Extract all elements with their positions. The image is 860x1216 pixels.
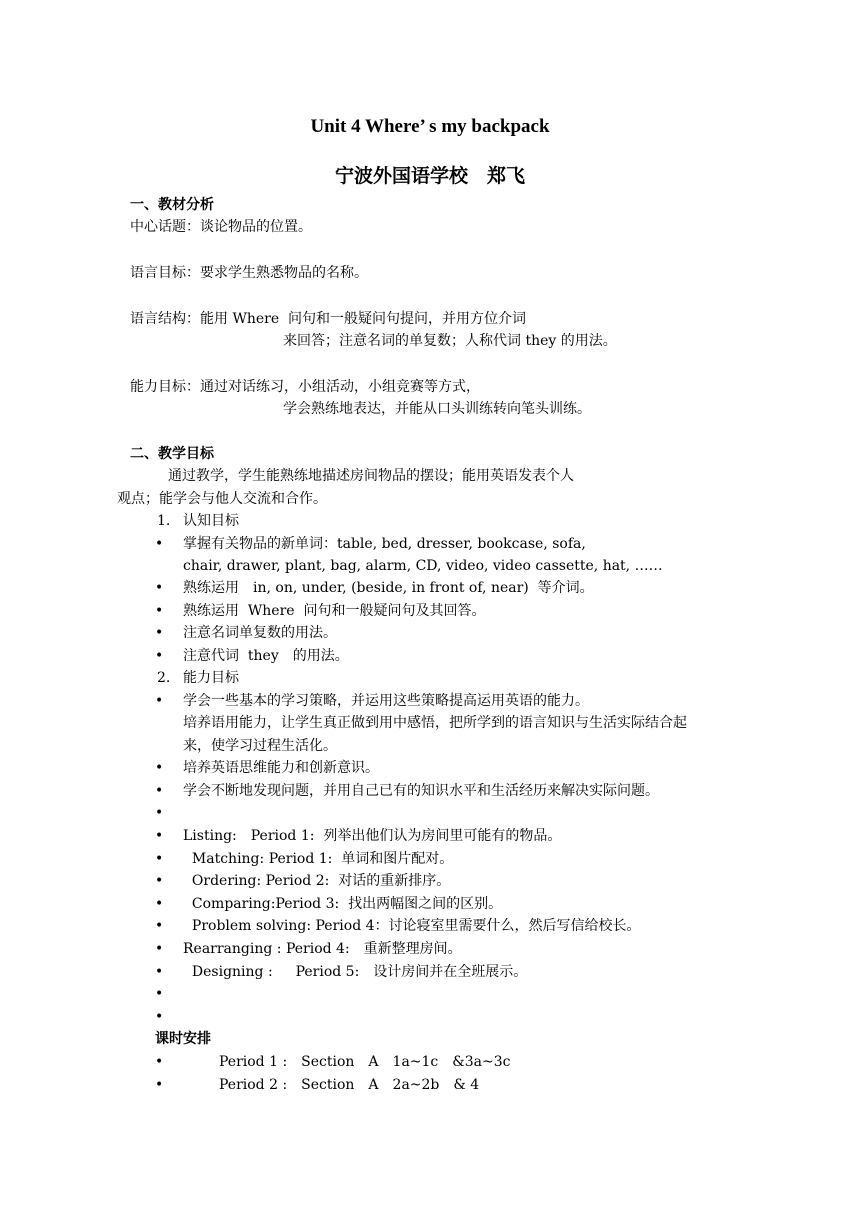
activity-item: Listing: Period 1: 列举出他们认为房间里可能有的物品。	[183, 828, 562, 844]
bullet: •	[155, 896, 164, 912]
ability-goal-line1: 能力目标：通过对话练习，小组活动，小组竞赛等方式，	[130, 379, 480, 395]
bullet: •	[155, 941, 164, 957]
ability-number: 2.	[157, 670, 171, 686]
bullet: •	[155, 625, 164, 641]
language-goal: 语言目标：要求学生熟悉物品的名称。	[130, 265, 368, 281]
goals-intro-line2: 观点；能学会与他人交流和合作。	[117, 491, 327, 507]
bullet: •	[155, 964, 164, 980]
bullet: •	[155, 1009, 164, 1025]
bullet: •	[155, 580, 164, 596]
ability-item: 学会一些基本的学习策略，并运用这些策略提高运用英语的能力。	[183, 693, 589, 709]
ability-item: 学会不断地发现问题，并用自己已有的知识水平和生活经历来解决实际问题。	[183, 783, 659, 799]
goals-intro-line1: 通过教学，学生能熟练地描述房间物品的摆设；能用英语发表个人	[168, 468, 574, 484]
bullet: •	[155, 986, 164, 1002]
bullet: •	[155, 536, 164, 552]
bullet: •	[155, 1077, 164, 1093]
bullet: •	[155, 1054, 164, 1070]
bullet: •	[155, 693, 164, 709]
activity-item: Ordering: Period 2: 对话的重新排序。	[183, 873, 451, 889]
ability-item: 培养英语思维能力和创新意识。	[183, 760, 379, 776]
cognitive-item: 注意名词单复数的用法。	[183, 625, 337, 641]
bullet: •	[155, 648, 164, 664]
cognitive-title: 认知目标	[183, 513, 239, 529]
bullet: •	[155, 760, 164, 776]
ability-item-continued: 来，使学习过程生活化。	[183, 738, 337, 754]
central-topic: 中心话题：谈论物品的位置。	[130, 219, 312, 235]
document-title: Unit 4 Where’ s my backpack	[310, 116, 550, 137]
language-structure-line2: 来回答；注意名词的单复数；人称代词 they 的用法。	[283, 333, 617, 349]
document-subtitle: 宁波外国语学校 郑飞	[334, 166, 525, 187]
activity-item: Comparing:Period 3: 找出两幅图之间的区别。	[183, 896, 503, 912]
activity-item: Designing : Period 5: 设计房间并在全班展示。	[183, 964, 528, 980]
bullet: •	[155, 783, 164, 799]
schedule-item: Period 2 : Section A 2a~2b & 4	[219, 1077, 480, 1093]
ability-item-continued: 培养语用能力，让学生真正做到用中感悟，把所学到的语言知识与生活实际结合起	[183, 715, 687, 731]
cognitive-item: 掌握有关物品的新单词：table, bed, dresser, bookcase, sofa,	[183, 536, 586, 552]
section2-heading: 二、教学目标	[130, 446, 214, 462]
activity-item: Matching: Period 1: 单词和图片配对。	[183, 851, 454, 867]
cognitive-number: 1.	[157, 513, 171, 529]
bullet: •	[155, 851, 164, 867]
ability-title: 能力目标	[183, 670, 239, 686]
cognitive-item-continued: chair, drawer, plant, bag, alarm, CD, video, video cassette, hat, ……	[183, 558, 663, 574]
bullet: •	[155, 873, 164, 889]
bullet: •	[155, 828, 164, 844]
language-structure-line1: 语言结构：能用 Where 问句和一般疑问句提问，并用方位介词	[130, 311, 527, 327]
schedule-heading: 课时安排	[155, 1031, 211, 1047]
schedule-item: Period 1 : Section A 1a~1c &3a~3c	[219, 1054, 511, 1070]
bullet: •	[155, 805, 164, 821]
cognitive-item: 注意代词 they 的用法。	[183, 648, 349, 664]
activity-item: Problem solving: Period 4：讨论寝室里需要什么，然后写信给校长。	[183, 918, 641, 934]
ability-goal-line2: 学会熟练地表达，并能从口头训练转向笔头训练。	[283, 401, 591, 417]
activity-item: Rearranging : Period 4: 重新整理房间。	[183, 941, 462, 957]
bullet: •	[155, 918, 164, 934]
bullet: •	[155, 603, 164, 619]
cognitive-item: 熟练运用 in, on, under, (beside, in front of, near) 等介词。	[183, 580, 594, 596]
cognitive-item: 熟练运用 Where 问句和一般疑问句及其回答。	[183, 603, 486, 619]
section1-heading: 一、教材分析	[130, 197, 214, 213]
